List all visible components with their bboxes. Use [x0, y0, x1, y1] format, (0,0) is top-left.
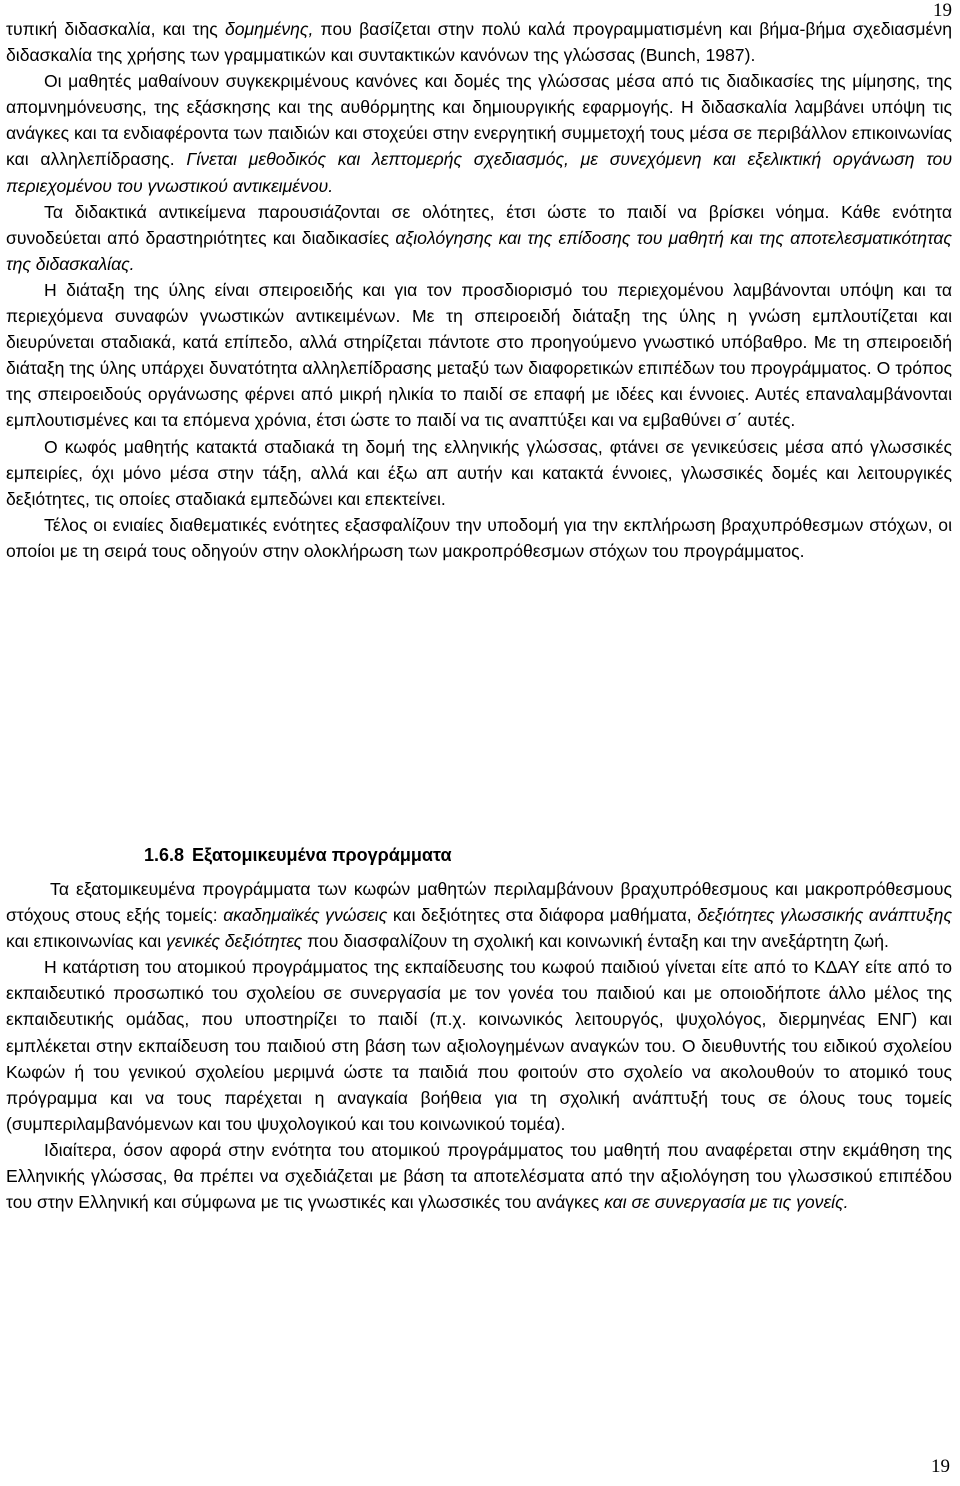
p9-text: Ιδιαίτερα, όσον αφορά στην ενότητα του ατομικού προγράμματος του μαθητή που αναφέρεται στην εκμάθηση της Ελληνικής γλώσσας, θα πρέπει να σχεδιάζεται με βάση τα αποτελέσματα από την αξιολόγηση του γλωσσικού επιπέδου του στην Ελληνική και σύμφωνα με τις γνωστικές και γλωσσικές του ανάγκες	[6, 1139, 952, 1213]
p7-italic-f: γενικές δεξιότητες	[166, 931, 303, 952]
paragraph-9	[6, 1137, 952, 1215]
paragraph-4: Η διάταξη της ύλης είναι σπειροειδής και για τον προσδιορισμό του περιεχομένου λαμβάνονται υπόψη και τα περιεχόμενα συναφών γνωστικών αντικειμένων. Με τη σπειροειδή διάταξη της ύλης η γνώση εμπλουτίζεται και διευρύνεται σταδιακά, κατά επίπεδο, αλλά στηρίζεται πάντοτε στο προηγούμενο γνωστικό υπόβαθρο. Με τη σπειροειδή διάταξη της ύλης υπάρχει δυνατότητα αλληλεπίδρασης μεταξύ των διαφορετικών επιπέδων του προγράμματος. Ο τρόπος της σπειροειδούς οργάνωσης φέρνει από μικρή ηλικία το παιδί σε επαφή με ιδέες και έννοιες. Αυτές επαναλαμβάνονται εμπλουτισμένες και τα επόμενα χρόνια, έτσι ώστε το παιδί να τις αναπτύξει και να εμβαθύνει σ΄ αυτές.	[6, 279, 952, 431]
p1-text-a: τυπική διδασκαλία, και της	[6, 19, 225, 39]
paragraph-5: Ο κωφός μαθητής κατακτά σταδιακά τη δομή της ελληνικής γλώσσας, φτάνει σε γενικεύσεις μέσα από γλωσσικές εμπειρίες, όχι μόνο μέσα στην τάξη, αλλά και έξω απ αυτήν και κατακτά έννοιες, γλωσσικές δομές και λειτουργικές δεξιότητες, τις οποίες σταδιακά εμπεδώνει και επεκτείνει.	[6, 436, 952, 509]
p3-text: Τα διδακτικά αντικείμενα παρουσιάζονται σε ολότητες, έτσι ώστε το παιδί να βρίσκει νόημα. Κάθε ενότητα συνοδεύεται από δραστηριότητες και διαδικασίες	[6, 201, 952, 248]
paragraph-7	[6, 876, 952, 954]
page-number-bottom: 19	[931, 1456, 950, 1477]
p7-text-a: Τα εξατομικευμένα προγράμματα των κωφών μαθητών περιλαμβάνουν βραχυπρόθεσμους και μακροπρόθεσμους στόχους στους εξής τομείς:	[6, 879, 952, 926]
p3-italic: αξιολόγησης και της επίδοσης του μαθητή και της αποτελεσματικότητας της διδασκαλίας.	[6, 227, 952, 274]
paragraph-8: Η κατάρτιση του ατομικού προγράμματος της εκπαίδευσης του κωφού παιδιού γίνεται είτε από το ΚΔΑΥ είτε από το εκπαιδευτικό προσωπικό του σχολείου σε συνεργασία με τον γονέα του παιδιού και με οποιοδήποτε άλλο μέλος της εκπαιδευτικής ομάδας, που υποστηρίζει το παιδί (π.χ. κοινωνικός λειτουργός, ψυχολόγος, διερμηνέας ΕΝΓ) και εμπλέκεται στην εκπαίδευση του παιδιού στη βάση των αξιολογημένων αναγκών του. Ο διευθυντής του ειδικού σχολείου Κωφών ή του γενικού σχολείου μεριμνά ώστε τα παιδιά που φοιτούν στο σχολείο να ακολουθούν το ατομικό τους πρόγραμμα και να τους παρέχεται η αναγκαία βοήθεια για τη σχολική ανάπτυξή τους σε όλους τους τομείς (συμπεριλαμβανόμενων και του ψυχολογικού και του κοινωνικού τομέα).	[6, 957, 952, 1134]
body-text-upper	[6, 16, 952, 564]
section-heading	[144, 845, 460, 866]
paragraph-3	[6, 199, 952, 277]
section-title: Εξατομικευμένα προγράμματα	[192, 845, 452, 865]
p7-italic-b: ακαδημαϊκές γνώσεις	[223, 905, 388, 926]
p2-text: Οι μαθητές μαθαίνουν συγκεκριμένους κανόνες και δομές της γλώσσας μέσα από τις διαδικασίες της μίμησης, της απομνημόνευσης, της εξάσκησης και της αυθόρμητης και δημιουργικής εφαρμογής. Η διδασκαλία λαμβάνει υπόψη τις ανάγκες και τα ενδιαφέροντα των παιδιών και στοχεύει στην ενεργητική συμμετοχή τους μέσα σε περιβάλλον επικοινωνίας και αλληλεπίδρασης.	[6, 71, 952, 170]
p2-italic: Γίνεται μεθοδικός και λεπτομερής σχεδιασμός, με συνεχόμενη και εξελικτική οργάνωση του περιεχομένου του γνωστικού αντικειμένου.	[6, 149, 952, 196]
paragraph-1	[6, 16, 952, 68]
p7-text-e: και επικοινωνίας και	[6, 931, 167, 952]
p1-text-c: που βασίζεται στην πολύ καλά προγραμματισμένη και βήμα-βήμα σχεδιασμένη διδασκαλία της χρήσης των γραμματικών και συντακτικών κανόνων της γλώσσας (Bunch, 1987).	[6, 19, 952, 66]
p9-italic: και σε συνεργασία με τις γονείς.	[604, 1192, 849, 1213]
body-text-lower	[6, 876, 952, 1215]
p7-italic-d: δεξιότητες γλωσσικής ανάπτυξης	[697, 905, 952, 926]
page-number-top: 19	[933, 0, 952, 21]
p1-italic: δομημένης,	[224, 19, 314, 39]
paragraph-6: Τέλος οι ενιαίες διαθεματικές ενότητες εξασφαλίζουν την υποδομή για την εκπλήρωση βραχυπρόθεσμων στόχων, οι οποίοι με τη σειρά τους οδηγούν στην ολοκλήρωση των μακροπρόθεσμων στόχων του προγράμματος.	[6, 514, 952, 561]
section-number: 1.6.8	[144, 845, 185, 865]
p7-text-g: που διασφαλίζουν τη σχολική και κοινωνική ένταξη και την ανεξάρτητη ζωή.	[302, 931, 889, 952]
paragraph-2	[6, 68, 952, 198]
p7-text-c: και δεξιότητες στα διάφορα μαθήματα,	[387, 905, 698, 926]
